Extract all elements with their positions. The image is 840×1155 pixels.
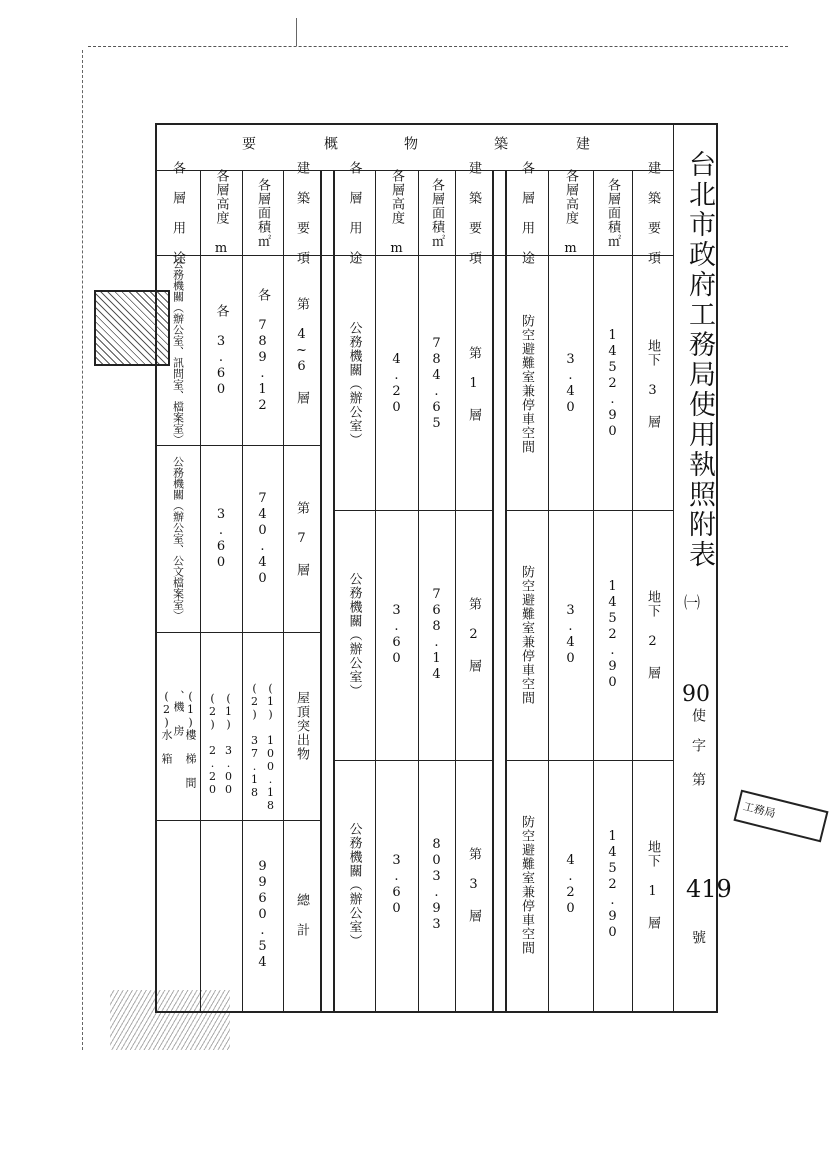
b1-c2-use: 防空避難室兼停車空間: [519, 565, 534, 705]
b3-c3-height-2: (2) 2.20: [206, 692, 219, 796]
b2-label-item: 建 築 要 項: [466, 161, 481, 265]
b3-c1-area: 各 789.12: [255, 288, 270, 414]
b3-c2-item: 第 7 層: [294, 500, 309, 577]
b1-c2-item: 地下 2 層: [645, 590, 660, 680]
permit-zi: 字: [690, 738, 706, 754]
b2-c2-height: 3.60: [389, 603, 404, 667]
b3-c2-height: 3.60: [213, 506, 229, 571]
b3-c3-use-1: (1)樓 梯 間: [184, 690, 197, 788]
permit-prefix: 使: [690, 708, 706, 724]
b2-c1-item: 第 1 層: [466, 345, 481, 422]
b2-c3-item: 第 3 層: [466, 847, 481, 923]
b3-c3-item: 屋頂突出物: [294, 691, 309, 761]
b3-c2-use: 公務機關（辦公室、公文檔案室）: [171, 456, 185, 621]
b2-label-use: 各 層 用 途: [346, 161, 362, 265]
b1-label-area: 各層面積㎡: [605, 178, 620, 248]
b3-c1-item: 第 4~6 層: [294, 297, 309, 405]
form-title: 台北市政府工務局使用執照附表: [684, 150, 715, 570]
official-stamp: [733, 790, 828, 843]
b1-c2-height: 3.40: [563, 603, 578, 667]
section-label-wu: 物: [402, 136, 418, 152]
b1-label-item: 建 築 要 項: [645, 161, 660, 265]
b2-label-area: 各層面積㎡: [429, 178, 444, 248]
b1-c1-use: 防空避難室兼停車空間: [519, 313, 534, 454]
b2-c1-area: 784.65: [429, 335, 444, 432]
b3-c4-use: [155, 820, 200, 1010]
b3-c1-height: 各 3.60: [213, 304, 229, 398]
permit-number: 419: [686, 875, 732, 903]
b2-c2-use: 公務機關（辦公室）: [346, 572, 362, 698]
section-label-jian: 建: [574, 136, 590, 152]
form-number: ㈠: [684, 593, 701, 612]
b3-c3-use-2: 、機 房: [172, 690, 185, 736]
b2-c1-height: 4.20: [389, 351, 404, 416]
b3-label-item: 建 築 要 項: [294, 161, 309, 265]
b2-label-height: 各層高度 m: [389, 169, 404, 257]
scan-mark-top: [296, 18, 297, 46]
b2-c3-height: 3.60: [389, 853, 404, 917]
stamp-text: 工務局: [741, 799, 777, 821]
b3-c3-area-2: (2) 37.18: [248, 682, 261, 799]
permit-year: 90: [682, 682, 710, 707]
b3-c4-height: [200, 820, 242, 1010]
permit-di: 第: [690, 772, 706, 788]
b2-c1-use: 公務機關（辦公室）: [346, 320, 362, 447]
b1-label-use: 各 層 用 途: [519, 161, 534, 265]
b3-c1-use: 公務機關（辦公室、訊問室、檔案室）: [171, 257, 185, 445]
b3-c3-height-1: (1) 3.00: [222, 692, 235, 796]
b1-c3-use: 防空避難室兼停車空間: [519, 815, 534, 955]
section-label-zhu: 築: [492, 136, 508, 152]
b3-label-use: 各 層 用 途: [170, 161, 185, 265]
scan-edge-top: [88, 46, 788, 47]
b1-c3-height: 4.20: [563, 853, 578, 917]
b2-c2-item: 第 2 層: [466, 597, 481, 673]
b3-label-height: 各層高度 m: [213, 169, 229, 257]
b1-c1-height: 3.40: [563, 351, 578, 416]
section-label-yao: 要: [240, 136, 256, 152]
b1-c3-area: 1452.90: [605, 829, 620, 941]
b2-c3-area: 803.93: [429, 837, 444, 933]
b1-c2-area: 1452.90: [605, 579, 620, 691]
permit-hao: 號: [690, 930, 706, 946]
b1-label-height: 各層高度 m: [563, 169, 578, 257]
b2-c2-area: 768.14: [429, 587, 444, 683]
section-label-gai: 概: [322, 136, 338, 152]
b3-c4-item: 總 計: [294, 893, 309, 937]
b3-c2-area: 740.40: [255, 490, 270, 587]
b1-c3-item: 地下 1 層: [645, 840, 660, 930]
b2-c3-use: 公務機關（辦公室）: [346, 822, 362, 948]
b3-c3-use-3: (2)水 箱: [160, 690, 173, 764]
b3-label-area: 各層面積㎡: [255, 178, 270, 248]
b1-c1-area: 1452.90: [605, 327, 620, 440]
scan-edge-left: [82, 50, 83, 1050]
b1-c1-item: 地下 3 層: [645, 338, 660, 429]
b3-c4-area: 9960.54: [255, 859, 270, 971]
b3-c3-area-1: (1) 100.18: [264, 682, 277, 812]
